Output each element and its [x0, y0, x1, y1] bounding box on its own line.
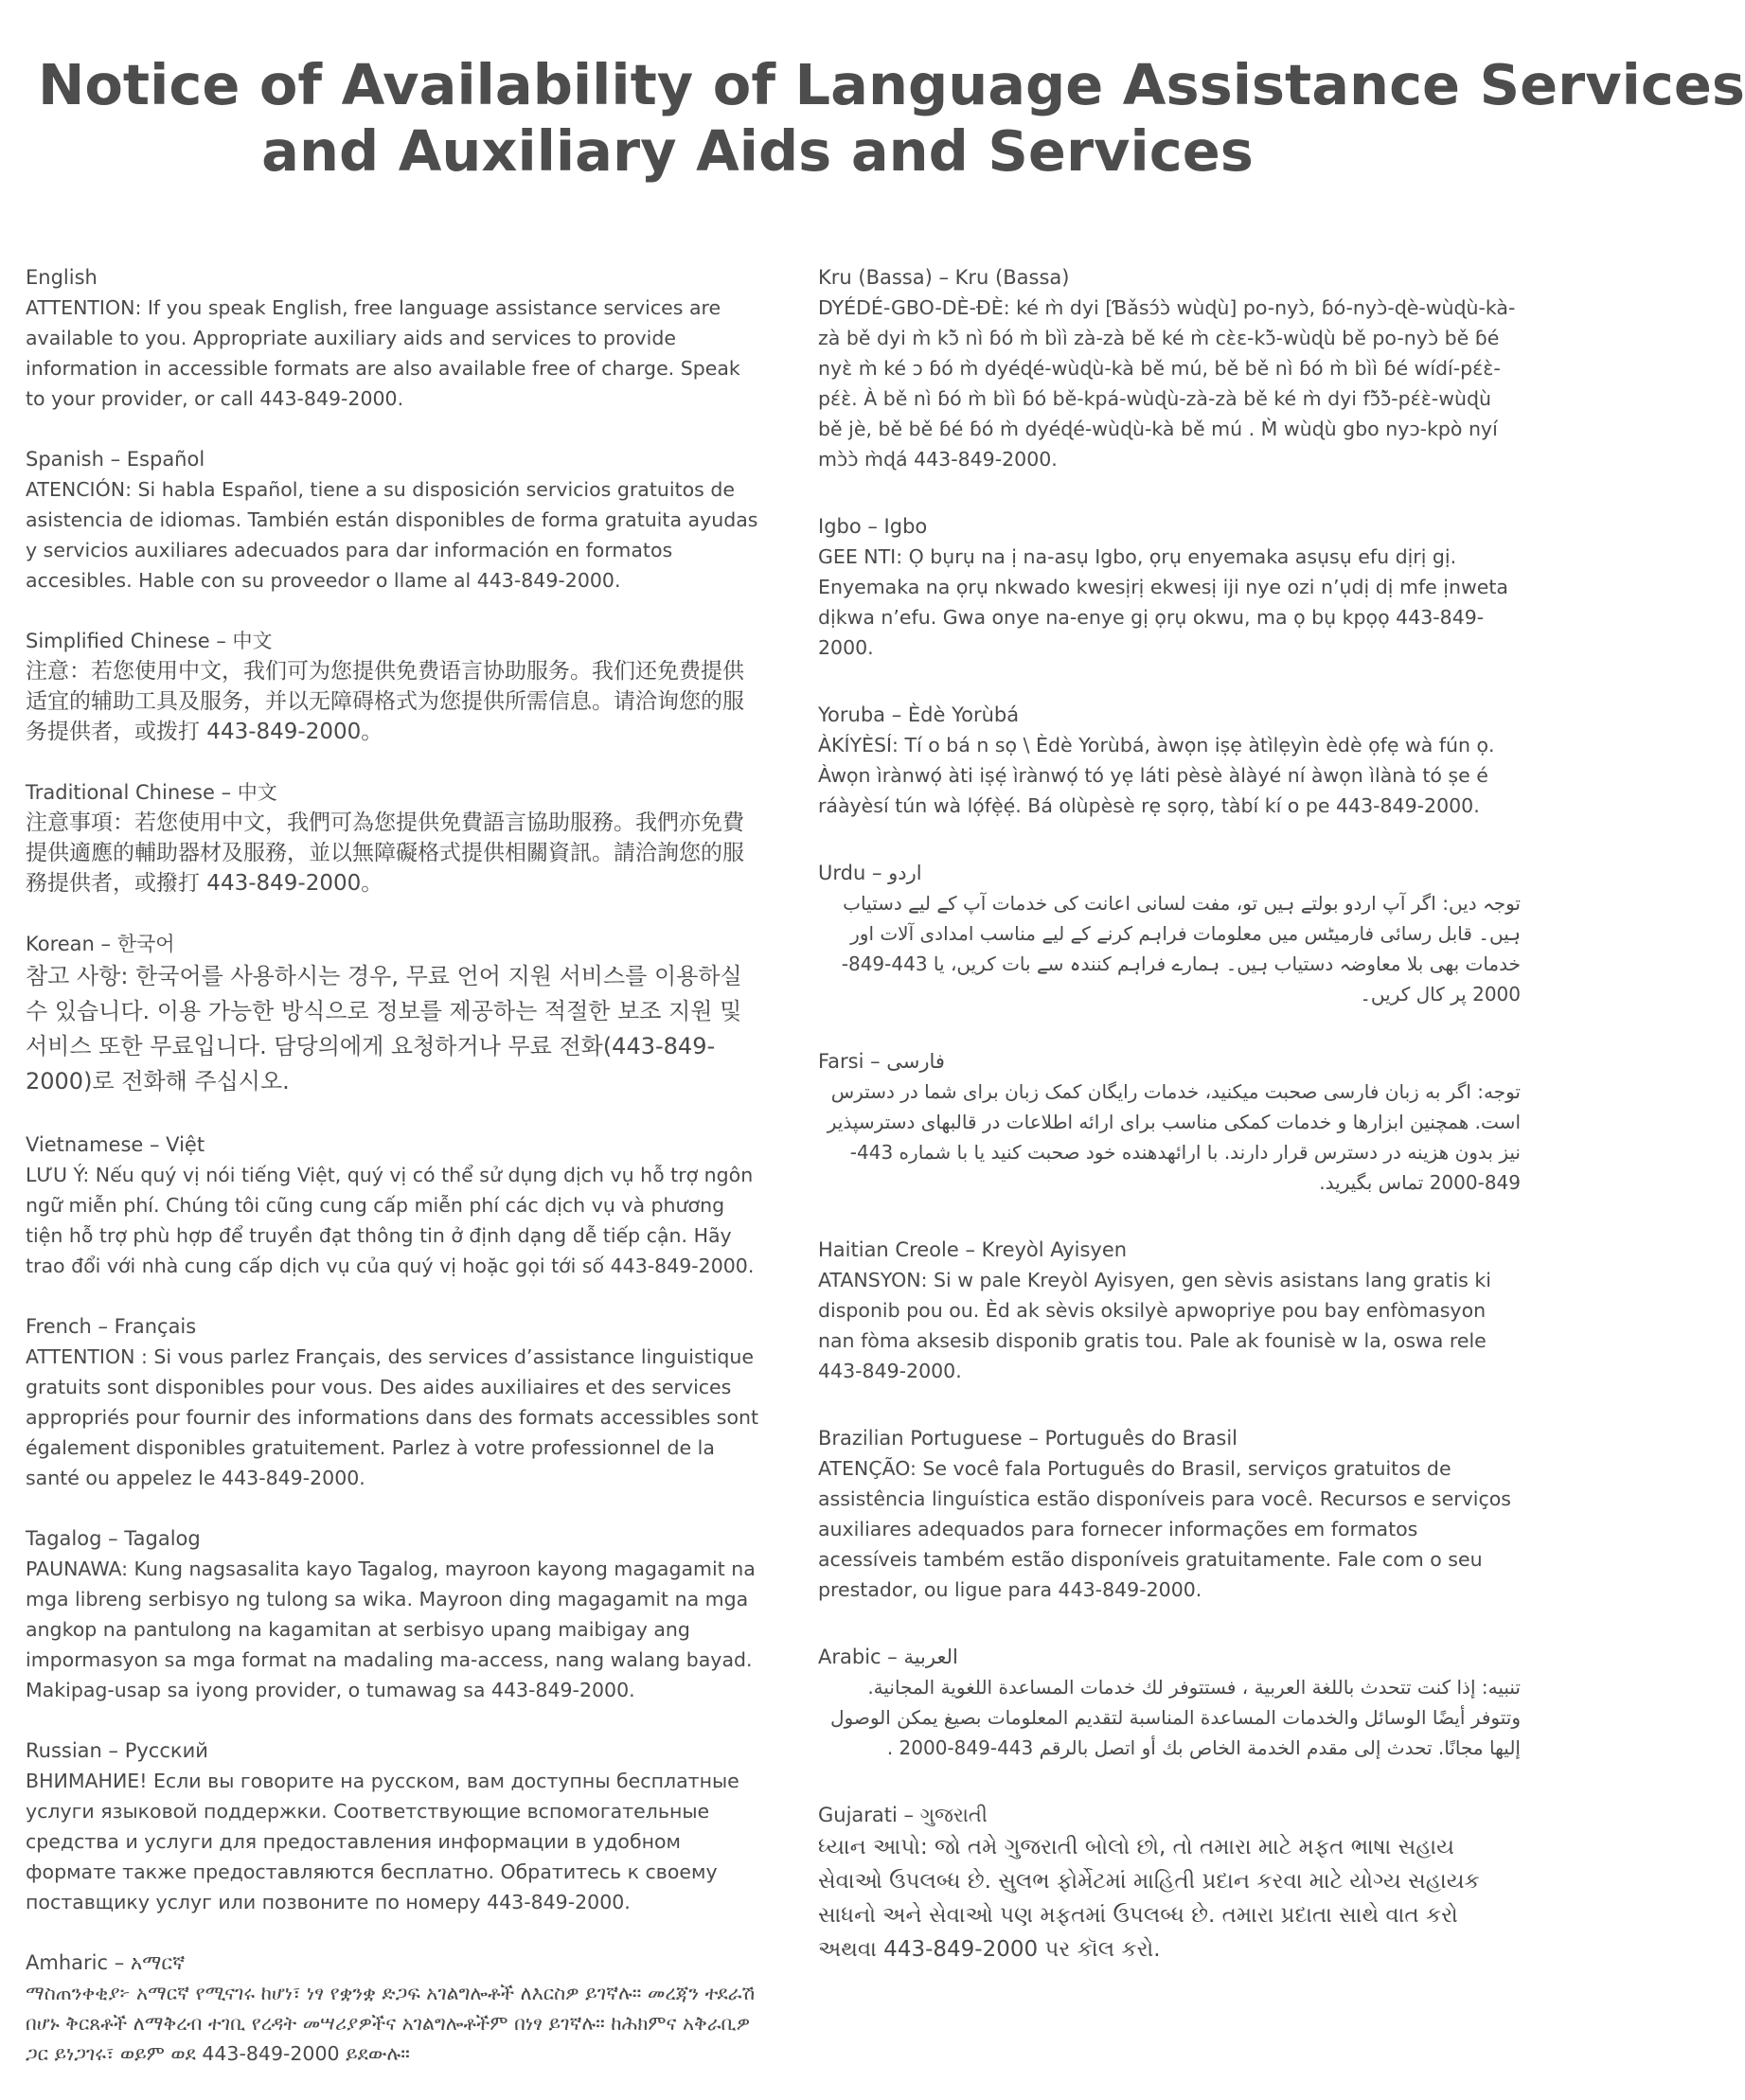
language-section-russian — [26, 1736, 764, 1917]
language-heading-arabic: Arabic – العربية — [818, 1646, 958, 1668]
language-heading-french: French – Français — [26, 1315, 197, 1338]
language-heading-farsi: Farsi – فارسی — [818, 1050, 945, 1073]
language-notice-korean: 참고 사항: 한국어를 사용하시는 경우, 무료 언어 지원 서비스를 이용하실 수 있습니다. 이용 가능한 방식으로 정보를 제공하는 적절한 보조 지원 및 서비스 또한 무료입니다. 담당의에게 요청하거나 무료 전화(443-849-2000)로 전화해 주십시오. — [26, 963, 742, 1094]
language-section-haitian-creole — [818, 1236, 1521, 1386]
language-heading-amharic: Amharic – አማርኛ — [26, 1951, 186, 1974]
language-section-english — [26, 263, 764, 414]
language-notice-kru-bassa: DYÉDÉ-GBO-DÈ-ĐÈ: ké m̀ dyi [Ɓǎsɔ́ɔ̀ wùɖù] po-nyɔ̀, ɓó-nyɔ̀-ɖè-wùɖù-kà-zà bě dyi m̀ kɔ̃̀ nì ɓó m̀ bìì zà-zà bě ké m̀ cɛ̀ɛ-kɔ̃̀-wùɖù bě po-nyɔ̀ bě ɓé nyɛ̀ m̀ ké ɔ ɓó m̀ dyéɖé-wùɖù-kà bě mú, bě bě nì ɓó m̀ bìì ɓé wídí-pɛ́ɛ̀-pɛ́ɛ̀. À bě nì ɓó m̀ bìì ɓó bě-kpá-wùɖù-zà-zà bě ké m̀ dyi fɔ̃̀ɔ̃̀-pɛ́ɛ̀-wùɖù bě jè, bě bě ɓé ɓó m̀ dyéɖé-wùɖù-kà bě mú . M̀ wùɖù gbo nyɔ-kpò nyí mɔ̀ɔ̀ m̀ɖá 443-849-2000. — [818, 296, 1516, 471]
language-heading-traditional-chinese: Traditional Chinese – 中文 — [26, 781, 277, 804]
language-notice-spanish: ATENCIÓN: Si habla Español, tiene a su disposición servicios gratuitos de asistencia de idiomas. También están disponibles de forma gratuita ayudas y servicios auxiliares adecuados para dar información en formatos accesibles. Hable con su proveedor o llame al 443-849-2000. — [26, 478, 758, 592]
language-heading-simplified-chinese: Simplified Chinese – 中文 — [26, 630, 273, 652]
language-notice-gujarati: ધ્યાન આપો: જો તમે ગુજરાતી બોલો છો, તો તમારા માટે મફત ભાષા સહાય સેવાઓ ઉપલબ્ધ છે. સુલભ ફોર્મેટમાં માહિતી પ્રદાન કરવા માટે યોગ્ય સહાયક સાધનો અને સેવાઓ પણ મફતમાં ઉપલબ્ધ છે. તમારા પ્રદાતા સાથે વાત કરો અથવા 443-849-2000 પર કૉલ કરો. — [818, 1835, 1480, 1962]
language-section-yoruba — [818, 701, 1521, 821]
right-column — [818, 263, 1521, 2004]
language-section-traditional-chinese — [26, 778, 764, 899]
language-notice-yoruba: ÀKÍYÈSÍ: Tí o bá n sọ \ Èdè Yorùbá, àwọn iṣẹ àtìlẹyìn èdè ọfẹ wà fún ọ. Àwọn ìrànwọ́ àti iṣẹ́ ìrànwọ́ tó yẹ láti pèsè àlàyé ní àwọn ìlànà tó ṣe é ráàyèsí tún wà lọ́fẹ̀ẹ́. Bá olùpèsè rẹ sọrọ, tàbí kí o pe 443-849-2000. — [818, 734, 1495, 817]
language-notice-haitian-creole: ATANSYON: Si w pale Kreyòl Ayisyen, gen sèvis asistans lang gratis ki disponib pou ou. Èd ak sèvis oksilyè apwopriye pou bay enfòmasyon nan fòma aksesib disponib gratis tou. Pale ak founisè w la, oswa rele 443-849-2000. — [818, 1269, 1491, 1382]
language-section-gujarati — [818, 1801, 1521, 1967]
language-section-vietnamese — [26, 1130, 764, 1281]
language-notice-igbo: GEE NTI: Ọ bụrụ na ị na-asụ Igbo, ọrụ enyemaka asụsụ efu dịrị gị. Enyemaka na ọrụ nkwado kwesịrị ekwesị iji nye ozi n’ụdị dị mfe ịnweta dịkwa n’efu. Gwa onye na-enye gị ọrụ okwu, ma ọ bụ kpọọ 443-849-2000. — [818, 545, 1508, 659]
language-notice-arabic: تنبيه: إذا كنت تتحدث باللغة العربية ، فستتوفر لك خدمات المساعدة اللغوية المجانية. وتتوفر أيضًا الوسائل والخدمات المساعدة المناسبة لتقديم المعلومات بصيغ يمكن الوصول إليها مجانًا. تحدث إلى مقدم الخدمة الخاص بك أو اتصل بالرقم 443-849-2000 . — [829, 1676, 1521, 1759]
language-heading-gujarati: Gujarati – ગુજરાતી — [818, 1804, 988, 1826]
language-section-kru-bassa — [818, 263, 1521, 474]
language-section-korean — [26, 930, 764, 1099]
page-title-line-1: Notice of Availability of Language Assistance Services — [38, 52, 1745, 117]
language-section-urdu — [818, 859, 1521, 1009]
language-section-tagalog — [26, 1524, 764, 1705]
language-section-amharic — [26, 1949, 764, 2069]
language-section-simplified-chinese — [26, 627, 764, 747]
language-notice-russian: ВНИМАНИЕ! Если вы говорите на русском, вам доступны бесплатные услуги языковой поддержки. Соответствующие вспомогательные средства и услуги для предоставления информации в удобном формате также предоставляются бесплатно. Обратитесь к своему поставщику услуг или позвоните по номеру 443-849-2000. — [26, 1770, 739, 1913]
language-section-igbo — [818, 512, 1521, 663]
page-title-line-2: and Auxiliary Aids and Services — [261, 118, 1254, 184]
language-heading-tagalog: Tagalog – Tagalog — [26, 1527, 201, 1550]
language-heading-urdu: Urdu – اردو — [818, 862, 922, 884]
language-heading-kru-bassa: Kru (Bassa) – Kru (Bassa) — [818, 266, 1070, 289]
language-heading-spanish: Spanish – Español — [26, 448, 205, 471]
language-heading-english: English — [26, 266, 98, 289]
language-heading-brazilian-portuguese: Brazilian Portuguese – Português do Brasil — [818, 1427, 1238, 1450]
language-notice-english: ATTENTION: If you speak English, free language assistance services are available to you. Appropriate auxiliary aids and services to provide information in accessible formats are also available free of charge. Speak to your provider, or call 443-849-2000. — [26, 296, 740, 410]
language-notice-simplified-chinese: 注意：若您使用中文，我们可为您提供免费语言协助服务。我们还免费提供适宜的辅助工具及服务，并以无障碍格式为您提供所需信息。请洽询您的服务提供者，或拨打 443-849-2000。 — [26, 659, 744, 744]
language-heading-yoruba: Yoruba – Èdè Yorùbá — [818, 703, 1020, 726]
language-heading-vietnamese: Vietnamese – Việt — [26, 1133, 205, 1156]
language-heading-haitian-creole: Haitian Creole – Kreyòl Ayisyen — [818, 1238, 1128, 1261]
language-notice-urdu: توجہ دیں: اگر آپ اردو بولتے ہیں تو، مفت لسانی اعانت کی خدمات آپ کے لیے دستیاب ہیں۔ قابل رسائی فارمیٹس میں معلومات فراہم کرنے کے لیے مناسب امدادی آلات اور خدمات بھی بلا معاوضہ دستیاب ہیں۔ ہمارے فراہم کنندہ سے بات کریں، یا 443-849-2000 پر کال کریں۔ — [841, 892, 1521, 1006]
language-heading-igbo: Igbo – Igbo — [818, 515, 928, 538]
language-notice-amharic: ማስጠንቀቂያ፦ አማርኛ የሚናገሩ ከሆነ፣ ነፃ የቋንቋ ድጋፍ አገልግሎቶች ለእርስዎ ይገኛሉ። መረጃን ተደራሽ በሆኑ ቅርጸቶች ለማቅረብ ተገቢ የረዳት መሣሪያዎችና አገልግሎቶችም በነፃ ይገኛሉ። ከሕክምና አቅራቢዎ ጋር ይነጋገሩ፣ ወይም ወደ 443-849-2000 ይደውሉ። — [26, 1982, 756, 2065]
left-column — [26, 263, 764, 2100]
language-heading-russian: Russian – Русский — [26, 1739, 208, 1762]
language-notice-farsi: توجه: اگر به زبان فارسی صحبت میکنید، خدمات رایگان کمک زبان برای شما در دسترس است. همچنین ابزارها و خدمات کمکی مناسب برای ارائه اطلاعات در قالبهای دسترسپذیر نیز بدون هزینه در دسترس قرار دارند. با ارائهدهنده خود صحبت کنید یا با شماره 443-849-2000 تماس بگیرید. — [827, 1080, 1521, 1194]
language-heading-korean: Korean – 한국어 — [26, 933, 175, 955]
language-notice-brazilian-portuguese: ATENÇÃO: Se você fala Português do Brasil, serviços gratuitos de assistência linguística estão disponíveis para você. Recursos e serviços auxiliares adequados para fornecer informações em formatos acessíveis também estão disponíveis gratuitamente. Fale com o seu prestador, ou ligue para 443-849-2000. — [818, 1457, 1511, 1601]
language-notice-vietnamese: LƯU Ý: Nếu quý vị nói tiếng Việt, quý vị có thể sử dụng dịch vụ hỗ trợ ngôn ngữ miễn phí. Chúng tôi cũng cung cấp miễn phí các dịch vụ và phương tiện hỗ trợ phù hợp để truyền đạt thông tin ở định dạng dễ tiếp cận. Hãy trao đổi với nhà cung cấp dịch vụ của quý vị hoặc gọi tới số 443-849-2000. — [26, 1164, 755, 1277]
language-notice-traditional-chinese: 注意事項：若您使用中文，我們可為您提供免費語言協助服務。我們亦免費提供適應的輔助器材及服務，並以無障礙格式提供相關資訊。請洽詢您的服務提供者，或撥打 443-849-2000。 — [26, 810, 744, 896]
page-title — [0, 0, 1745, 185]
language-section-french — [26, 1312, 764, 1493]
language-section-brazilian-portuguese — [818, 1424, 1521, 1605]
language-notice-tagalog: PAUNAWA: Kung nagsasalita kayo Tagalog, mayroon kayong magagamit na mga libreng serbisyo ng tulong sa wika. Mayroon ding magagamit na mga angkop na pantulong na kagamitan at serbisyo upang maibigay ang impormasyon sa mga format na madaling ma-access, nang walang bayad. Makipag-usap sa iyong provider, o tumawag sa 443-849-2000. — [26, 1557, 756, 1701]
language-notice-french: ATTENTION : Si vous parlez Français, des services d’assistance linguistique gratuits sont disponibles pour vous. Des aides auxiliaires et des services appropriés pour fournir des informations dans des formats accessibles sont également disponibles gratuitement. Parlez à votre professionnel de la santé ou appelez le 443-849-2000. — [26, 1345, 759, 1489]
language-section-arabic — [818, 1643, 1521, 1763]
language-section-farsi — [818, 1047, 1521, 1198]
language-section-spanish — [26, 445, 764, 596]
